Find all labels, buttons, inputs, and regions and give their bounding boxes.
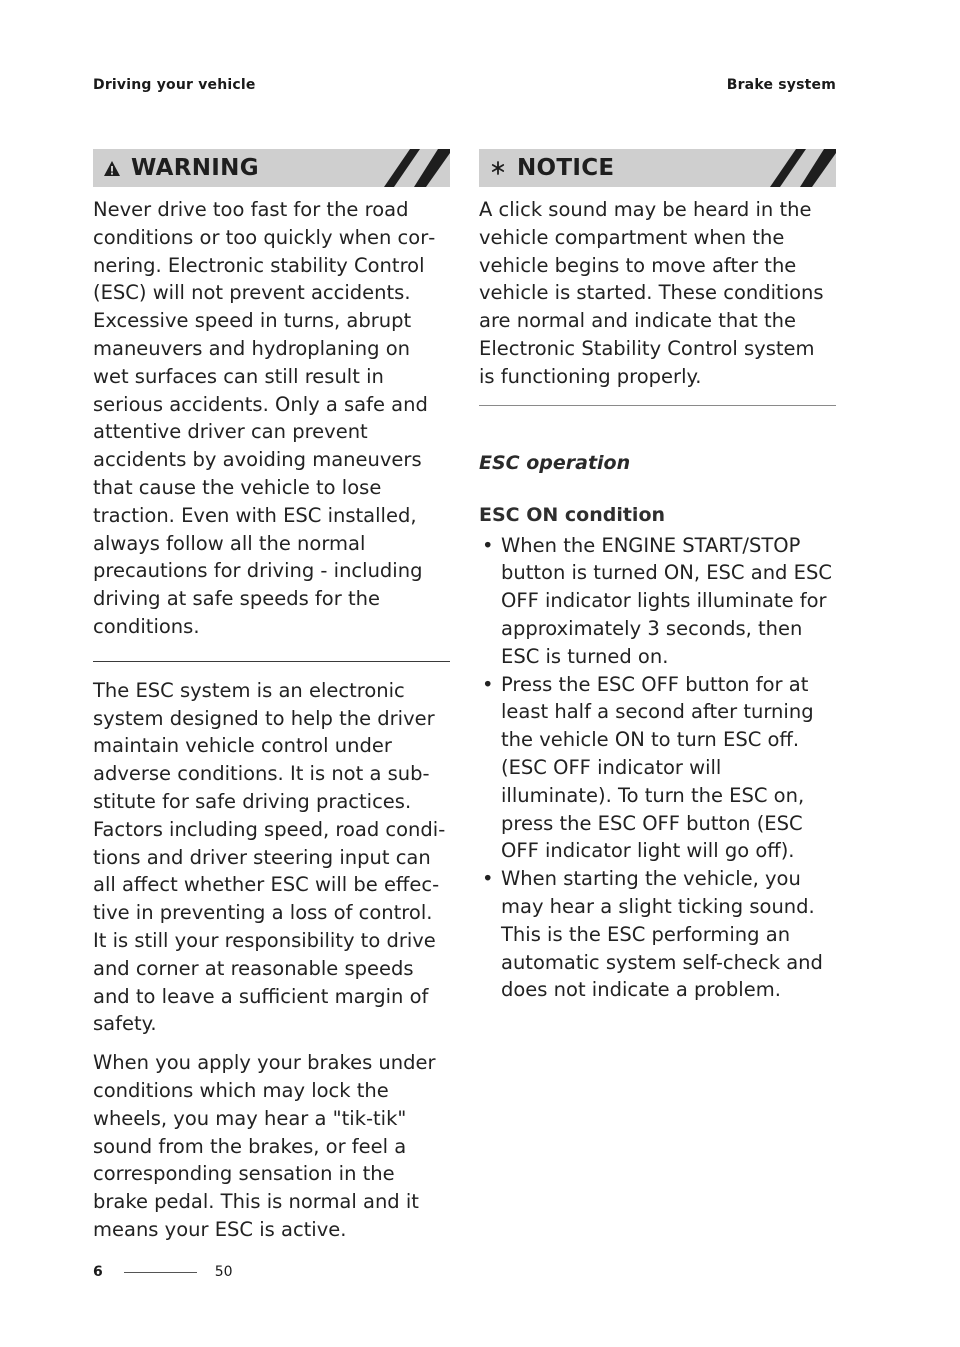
warning-triangle-icon: [93, 149, 131, 187]
left-column: [93, 149, 450, 1244]
list-item-text: When the ENGINE START/STOP button is turned ON, ESC and ESC OFF indicator lights illuminate for approximately 3 seconds, then ESC is turned on.: [501, 533, 832, 668]
footer-divider: [124, 1272, 197, 1273]
notice-text: A click sound may be heard in the vehicle compartment when the vehicle begins to move after the vehicle is started. These conditions are normal and indicate that the Electronic Stability Control system is functioning properly.: [479, 198, 824, 388]
warning-text: Never drive too fast for the road conditions or too quickly when cornering. Electronic stability Control (ESC) will not prevent accidents. Excessive speed in turns, abrupt maneuvers and hydroplaning on wet surfaces can still result in serious accidents. Only a safe and attentive driver can prevent accidents by avoiding maneuvers that cause the vehicle to lose traction. Even with ESC installed, always follow all the normal precautions for driving - including driving at safe speeds for the conditions.: [93, 198, 436, 638]
esc-brake-paragraph: When you apply your brakes under conditions which may lock the wheels, you may hear a "tik-tik" sound from the brakes, or feel a corresponding sensation in the brake pedal. This is normal and it means your ESC is active.: [93, 1051, 436, 1241]
bullet-marker: •: [482, 672, 494, 696]
page-footer: [93, 1264, 233, 1280]
banner-slashes-decoration: [384, 149, 450, 187]
esc-on-bullet-list: [479, 532, 836, 1005]
notice-title: NOTICE: [517, 155, 615, 181]
notice-asterisk-icon: [479, 149, 517, 187]
subsection-title: ESC ON condition: [479, 503, 666, 526]
banner-slashes-decoration: [770, 149, 836, 187]
bullet-marker: •: [482, 867, 494, 891]
section-title: ESC operation: [479, 451, 631, 474]
warning-banner: [93, 149, 450, 187]
list-item: [479, 671, 836, 866]
bullet-marker: •: [482, 533, 494, 557]
warning-title: WARNING: [131, 155, 259, 181]
running-header-topic: Brake system: [726, 77, 836, 93]
page-number: 50: [214, 1264, 233, 1280]
chapter-number: 6: [93, 1264, 103, 1280]
warning-divider: [93, 661, 450, 662]
running-header-section: Driving your vehicle: [93, 77, 256, 93]
list-item: [479, 865, 836, 1004]
list-item: [479, 532, 836, 671]
esc-description-paragraph: The ESC system is an electronic system designed to help the driver maintain vehicle control under adverse conditions. It is not a substitute for safe driving practices. Factors including speed, road conditions and driver steering input can all affect whether ESC will be effective in preventing a loss of control. It is still your responsibility to drive and corner at reasonable speeds and to leave a sufficient margin of safety.: [93, 678, 446, 1036]
list-item-text: Press the ESC OFF button for at least half a second after turning the vehicle ON to turn ESC off. (ESC OFF indicator will illuminate). To turn the ESC on, press the ESC OFF button (ESC OFF indicator light will go off).: [501, 672, 814, 863]
list-item-text: When starting the vehicle, you may hear a slight ticking sound. This is the ESC performing an automatic system self-check and does not indicate a problem.: [501, 867, 823, 1002]
notice-banner: [479, 149, 836, 187]
notice-divider: [479, 405, 836, 406]
right-column: [479, 149, 836, 1004]
